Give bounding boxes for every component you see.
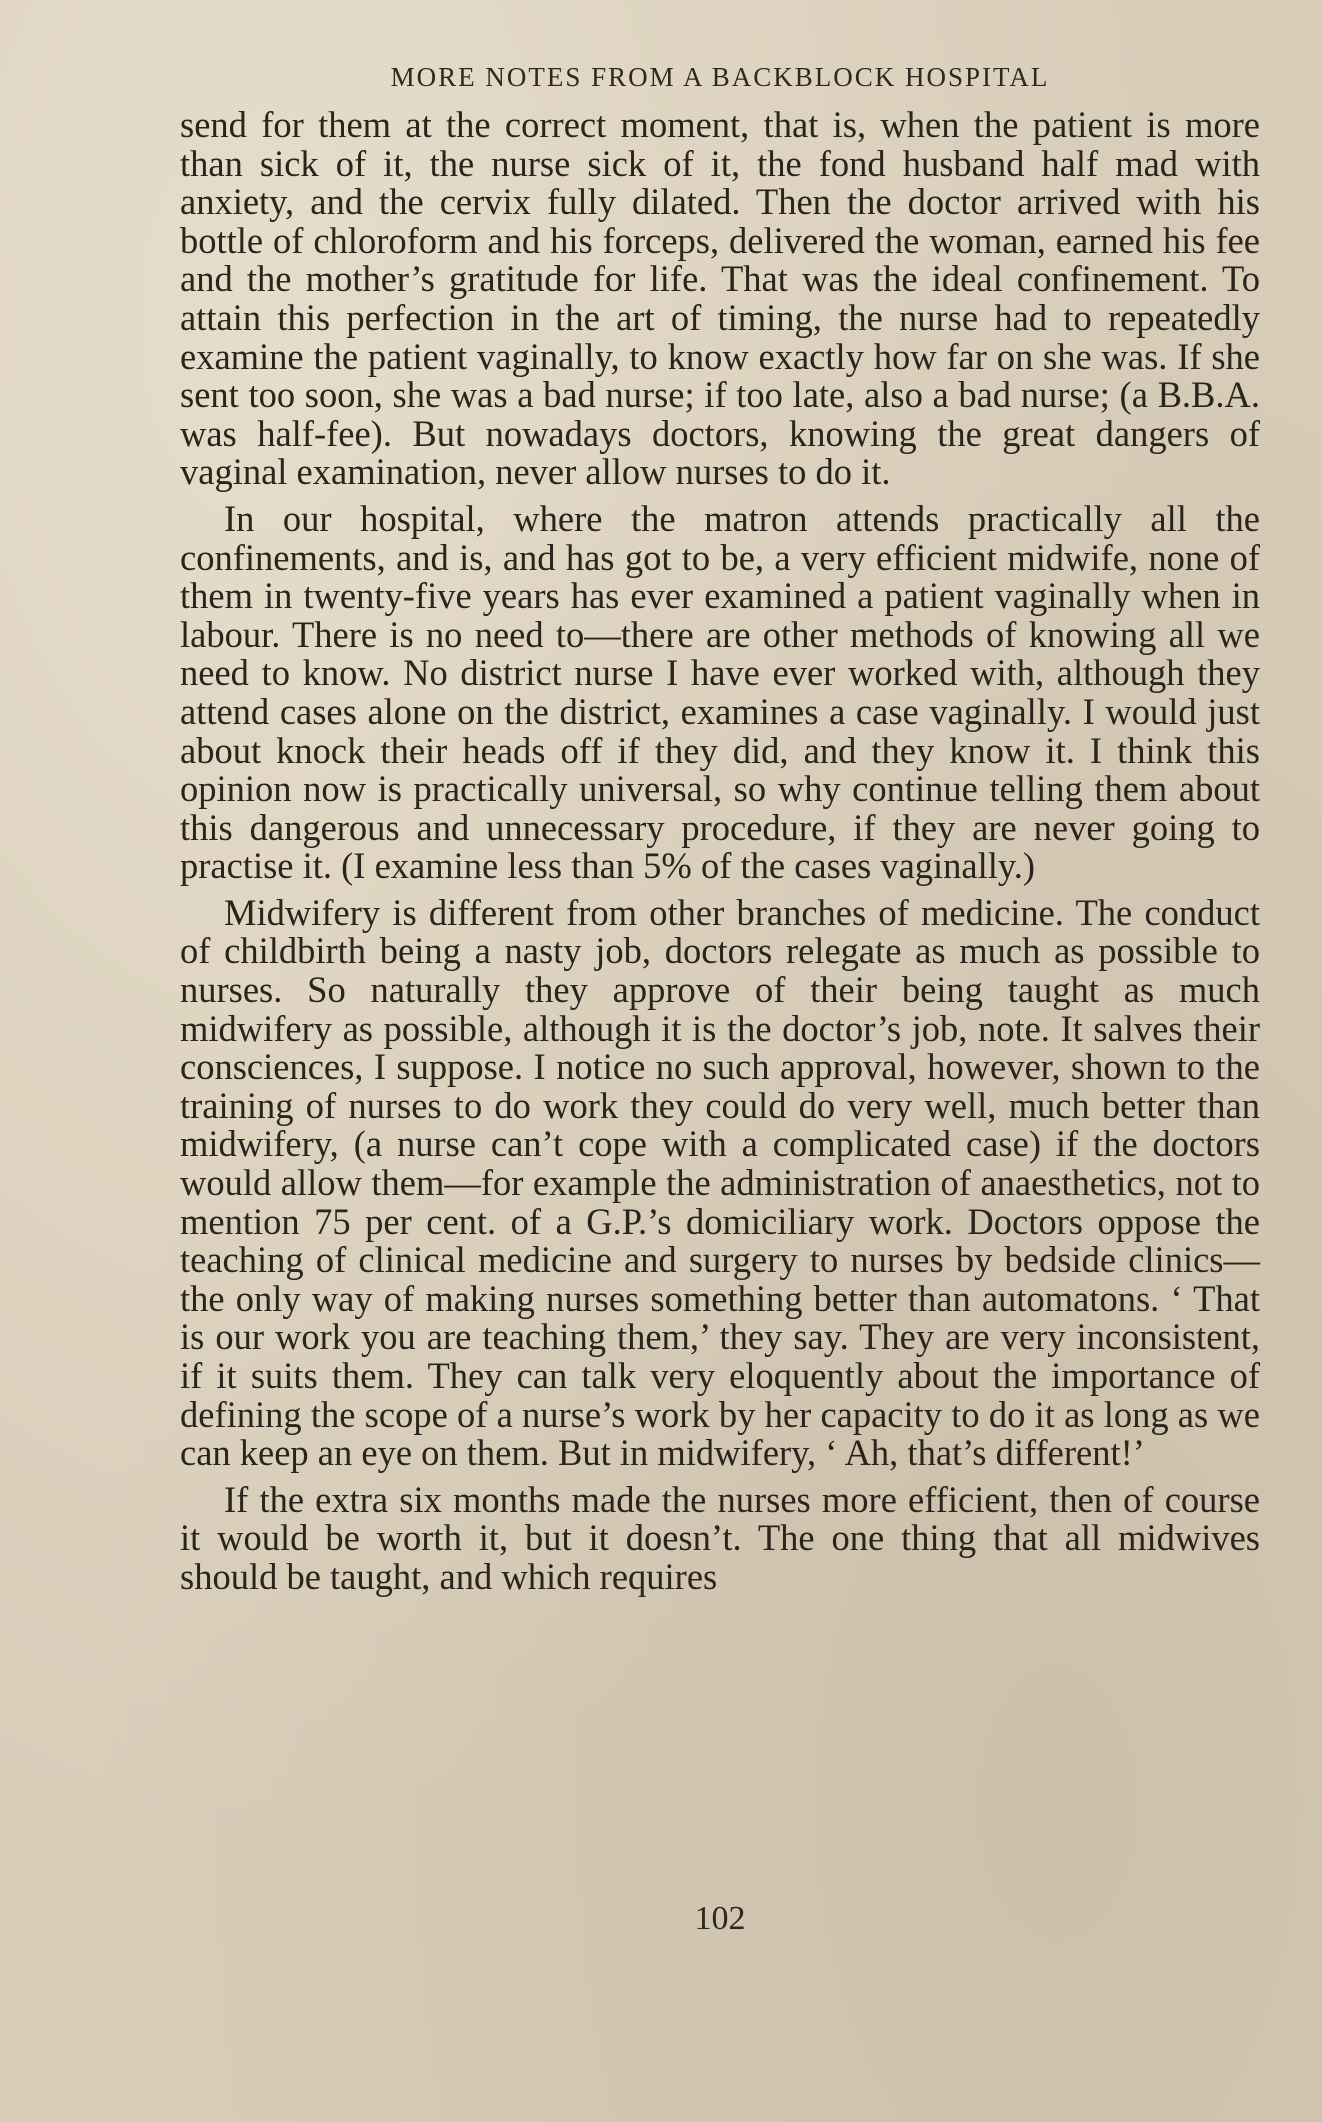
body-text [180,106,1260,1605]
paragraph: Midwifery is different from other branches of medicine. The conduct of childbirth being a nasty job, doctors relegate as much as possible to nurses. So naturally they approve of their being taught as much midwifery as possible, although it is the doctor’s job, note. It salves their consciences, I suppose. I notice no such approval, however, shown to the training of nurses to do work they could do very well, much better than midwifery, (a nurse can’t cope with a complicated case) if the doctors would allow them—for example the administration of anaesthetics, not to mention 75 per cent. of a G.P.’s domiciliary work. Doctors oppose the teaching of clinical medicine and surgery to nurses by bedside clinics—the only way of making nurses something better than automatons. ‘ That is our work you are teaching them,’ they say. They are very inconsistent, if it suits them. They can talk very eloquently about the importance of defining the scope of a nurse’s work by her capacity to do it as long as we can keep an eye on them. But in midwifery, ‘ Ah, that’s different!’ [180,891,1260,1474]
paragraph: If the extra six months made the nurses more efficient, then of course it would be worth it, but it doesn’t. The one thing that all midwives should be taught, and which requires [180,1478,1260,1597]
page-number: 102 [694,1900,746,1937]
paragraph-continued: send for them at the correct moment, that is, when the patient is more than sick of it, the nurse sick of it, the fond husband half mad with anxiety, and the cervix fully dilated. Then the doctor arrived with his bottle of chloroform and his forceps, delivered the woman, earned his fee and the mother’s gratitude for life. That was the ideal confinement. To attain this perfection in the art of timing, the nurse had to repeatedly examine the patient vaginally, to know exactly how far on she was. If she sent too soon, she was a bad nurse; if too late, also a bad nurse; (a B.B.A. was half-fee). But nowadays doctors, knowing the great dangers of vaginal examination, never allow nurses to do it. [180,104,1260,493]
running-head: MORE NOTES FROM A BACKBLOCK HOSPITAL [390,62,1050,92]
paragraph: In our hospital, where the matron attends practically all the confinements, and is, and has got to be, a very efficient midwife, none of them in twenty-five years has ever examined a patient vaginally when in labour. There is no need to—there are other methods of knowing all we need to know. No district nurse I have ever worked with, although they attend cases alone on the district, examines a case vaginally. I would just about knock their heads off if they did, and they know it. I think this opinion now is practically universal, so why continue telling them about this dangerous and unnecessary procedure, if they are never going to practise it. (I examine less than 5% of the cases vaginally.) [180,497,1260,887]
